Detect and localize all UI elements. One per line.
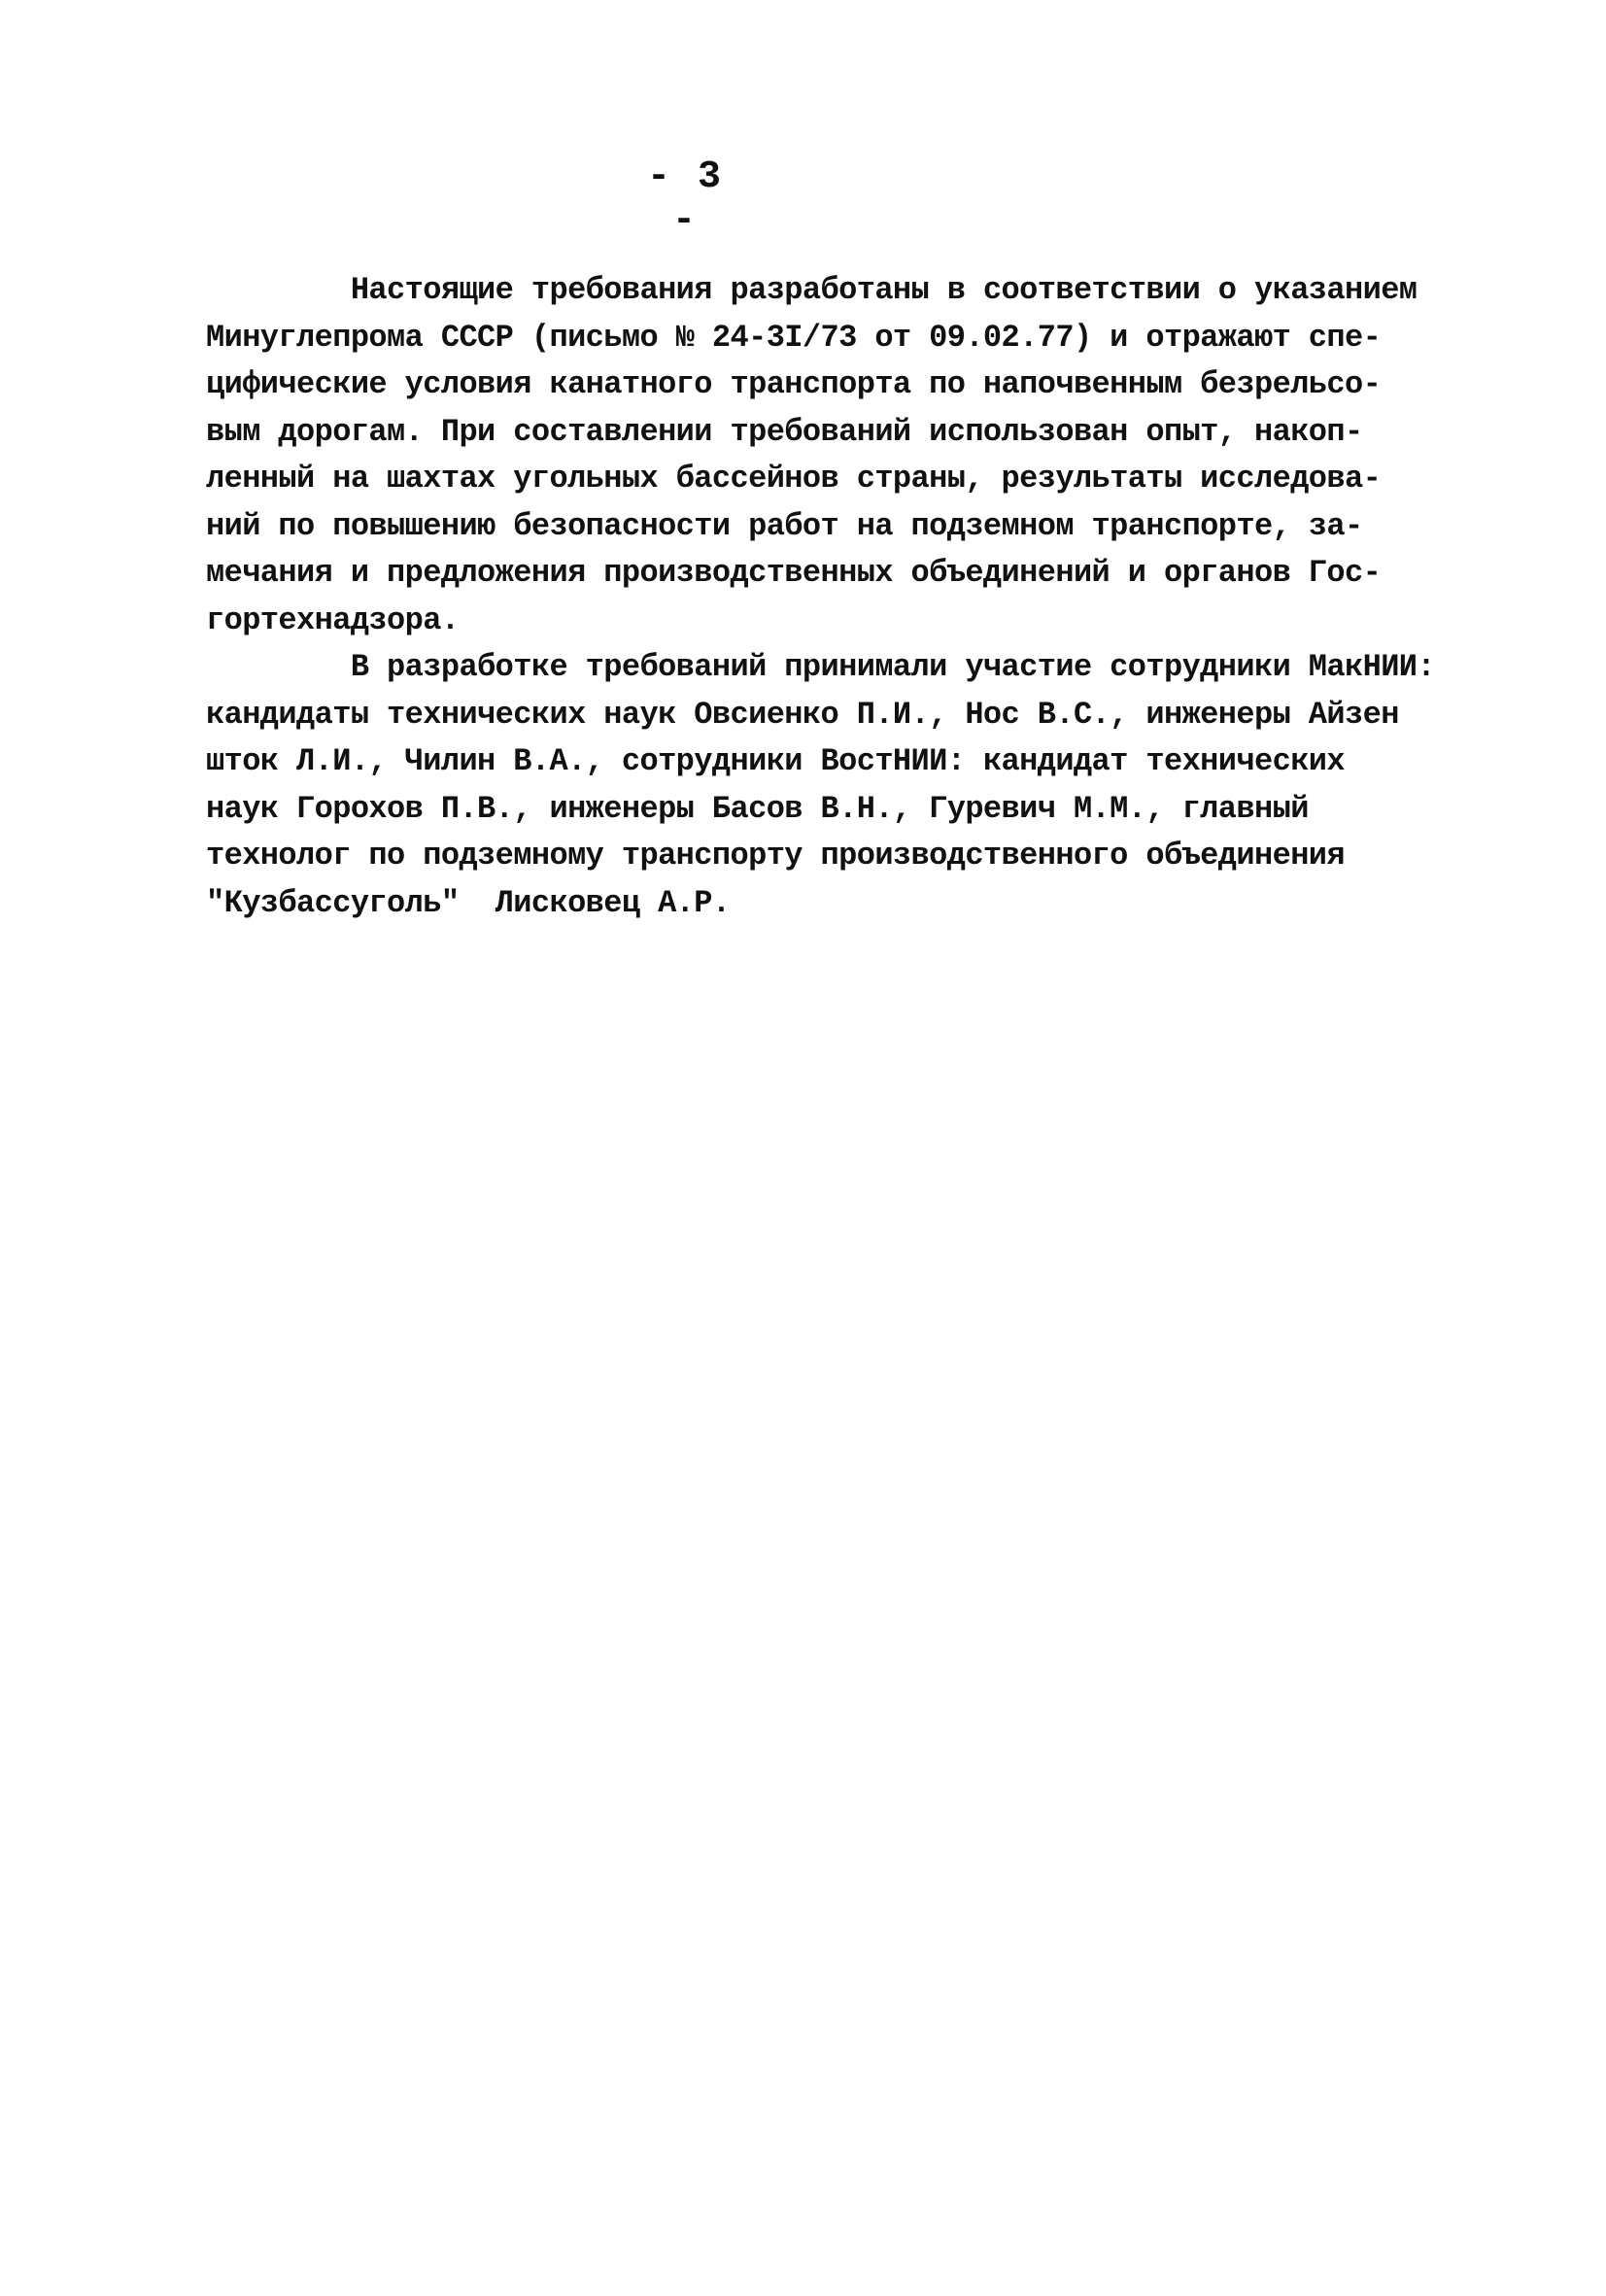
text-line: "Кузбассуголь" Лисковец А.Р. <box>206 884 731 921</box>
document-body <box>206 267 1459 927</box>
text-line: В разработке требований принимали участие сотрудники МакНИИ: <box>206 649 1436 685</box>
text-line: мечания и предложения производственных объединений и органов Гос- <box>206 555 1382 591</box>
text-line: наук Горохов П.В., инженеры Басов В.Н., Гуревич М.М., главный <box>206 790 1309 827</box>
text-line: цифические условия канатного транспорта по напочвенным безрельсо- <box>206 366 1382 402</box>
text-line: ленный на шахтах угольных бассейнов страны, результаты исследова- <box>206 461 1382 497</box>
text-line: вым дорогам. При составлении требований использован опыт, накоп- <box>206 413 1363 450</box>
paragraph-requirements-basis <box>206 267 1459 644</box>
text-line: Настоящие требования разработаны в соответствии о указанием <box>206 272 1418 308</box>
text-line: ний по повышению безопасности работ на подземном транспорте, за- <box>206 507 1363 544</box>
text-line: Минуглепрома СССР (письмо № 24-3I/73 от 09.02.77) и отражают спе- <box>206 319 1382 356</box>
text-line: шток Л.И., Чилин В.А., сотрудники ВостНИИ: кандидат технических <box>206 743 1345 779</box>
paragraph-contributors <box>206 644 1459 927</box>
text-line: гортехнадзора. <box>206 601 460 638</box>
text-line: кандидаты технических наук Овсиенко П.И., Нос В.С., инженеры Айзен <box>206 696 1399 733</box>
page-number: - 3 - <box>646 155 723 243</box>
text-line: технолог по подземному транспорту производственного объединения <box>206 838 1345 874</box>
